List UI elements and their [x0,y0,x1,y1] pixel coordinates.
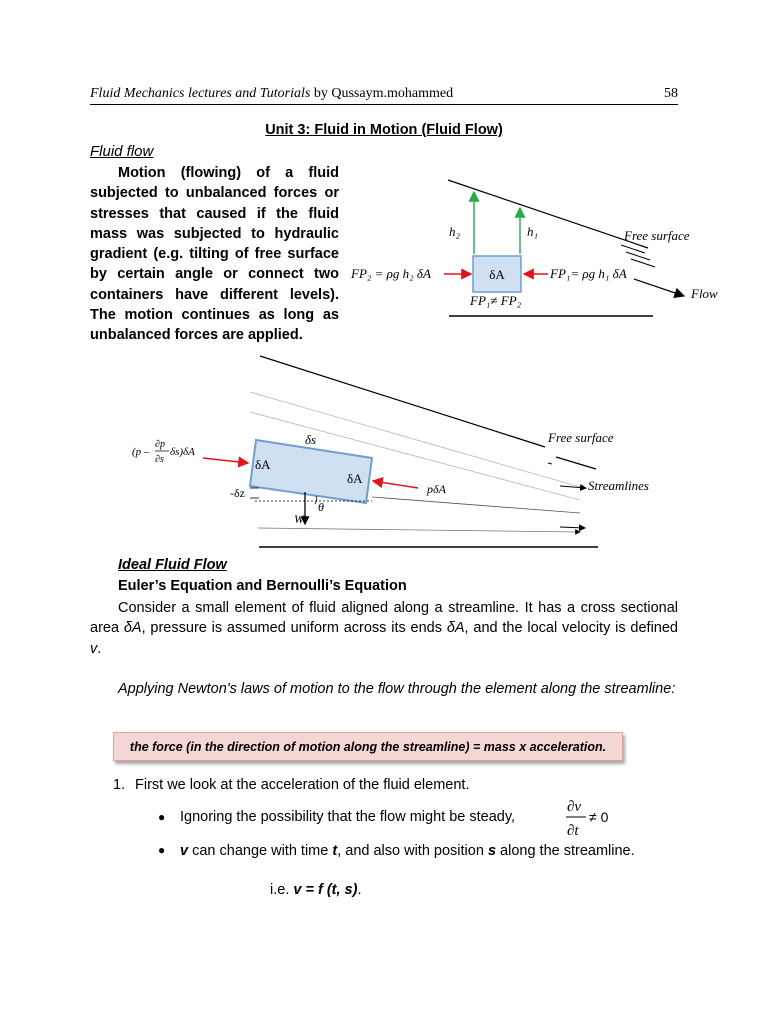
h1-label: h₁ [527,224,539,239]
velocity-function-expression: i.e. v = f (t, s). [270,882,362,898]
minus-dz-label: -δz [230,486,245,500]
element-dA-left: δA [255,457,271,472]
unit-title: Unit 3: Fluid in Motion (Fluid Flow) [265,122,503,138]
upstream-force-label: (p – [132,446,150,458]
header-title: Fluid Mechanics lectures and Tutorials by Qussaym.mohammed [90,86,454,101]
fp-inequality-label: FP₁≠ FP₂ [470,293,522,308]
free-surface-mark-2 [548,463,552,464]
weight-label: W [294,512,304,526]
bullet-steady-text: Ignoring the possibility that the flow might be steady, [180,809,516,825]
fluid-flow-heading: Fluid flow [90,143,154,160]
theta-label: θ [318,500,324,514]
intro-paragraph: Motion (flowing) of a fluid subjected to unbalanced forces or stresses that caused if the fluid mass was subjected to hydraulic gradient (e.g. tilting of free surface by certain angle or connect two containers have different levels). The motion continues as long as unbalanced forces are applied. [90,165,339,344]
free-surface-mark-2 [556,457,596,469]
dv-numerator: ∂v [567,799,582,815]
upstream-force-label-tail: δs)δA [170,446,195,458]
streamline-arrow [560,527,585,528]
free-surface-label: Free surface [624,228,690,243]
upstream-pressure-arrow [203,458,248,463]
streamline [258,528,580,532]
not-equal-zero: ≠ 0 [589,809,609,825]
newton-paragraph: Applying Newton's laws of motion to the flow through the element along the streamline: [118,681,676,697]
ds-denominator: ∂s [155,454,164,465]
force-equals-mass-acceleration-callout: the force (in the direction of motion along the streamline) = mass x acceleration. [113,732,623,761]
element-dA-right: δA [347,471,363,486]
h2-label: h₂ [449,224,461,239]
free-surface-label-2: Free surface [548,430,614,445]
ideal-fluid-flow-heading: Ideal Fluid Flow [118,557,227,573]
dt-denominator: ∂t [567,823,579,839]
bullet-velocity-text: v can change with time t, and also with position s along the streamline. [180,843,635,859]
flow-label: Flow [691,286,718,301]
partial-derivative-expression [562,795,618,841]
dp-numerator: ∂p [155,439,165,450]
element-dA-label: δA [489,267,505,282]
theta-arc [315,496,317,504]
fp2-label: FP₂ = ρg h₂ δA [351,266,431,281]
fp1-label: FP₁= ρg h₁ δA [550,266,627,281]
bullet-dot: ● [158,843,166,857]
streamlines-label: Streamlines [588,478,649,493]
downstream-pressure-arrow [373,481,418,488]
streamline [372,497,580,513]
free-surface-line-2 [260,356,545,447]
streamline-arrow [560,486,586,488]
ds-label: δs [305,432,317,447]
euler-bernoulli-heading: Euler’s Equation and Bernoulli’s Equation [118,578,407,594]
element-description-paragraph: Consider a small element of fluid aligned along a streamline. It has a cross sectional area δA, pressure is assumed uniform across its ends δA, and the local velocity is defined v. [90,600,678,657]
list-item-1: 1. First we look at the acceleration of the fluid element. [113,777,470,793]
p-dA-label: pδA [427,482,446,496]
page-number: 58 [664,86,678,101]
bullet-dot: ● [158,810,166,824]
